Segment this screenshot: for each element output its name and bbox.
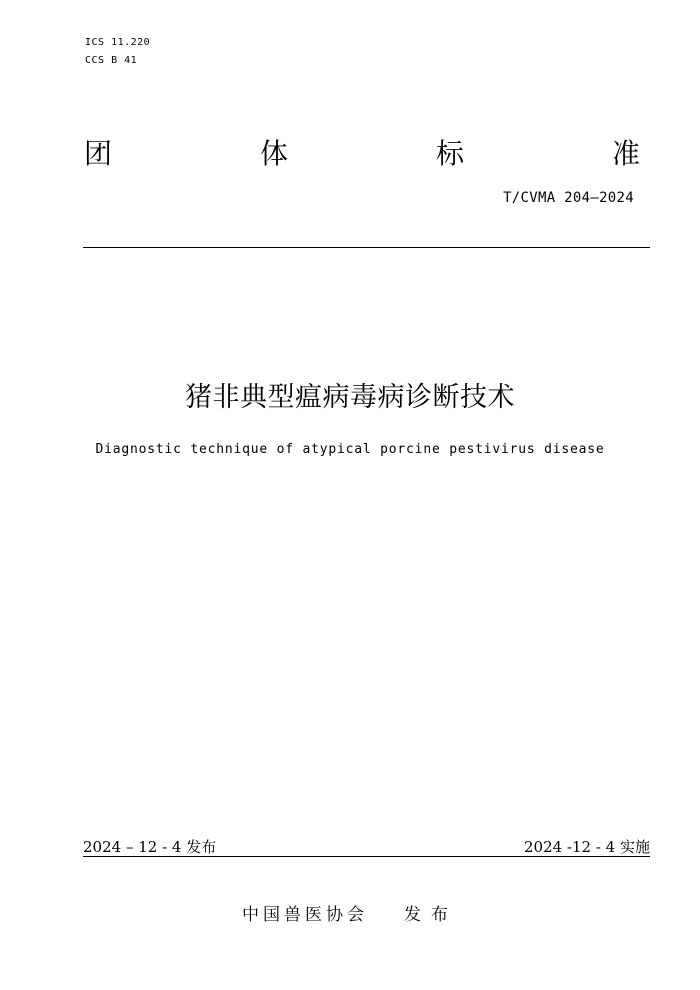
standard-type-heading: [84, 137, 640, 171]
implementation-date: 2024 -12 - 4 实施: [523, 838, 650, 856]
date-row: [83, 838, 650, 856]
standard-type-char-2: 体: [259, 137, 288, 170]
ics-code: ICS 11.220: [85, 37, 151, 48]
publisher-line: [0, 900, 700, 925]
top-divider: [83, 247, 650, 248]
publisher-organization: 中国兽医协会: [242, 905, 368, 925]
standard-type-char-1: 团: [84, 137, 113, 170]
chinese-title: 猪非典型瘟病毒病诊断技术: [185, 382, 515, 413]
standard-code: T/CVMA 204—2024: [503, 190, 634, 206]
release-date: 2024 – 12 - 4 发布: [83, 838, 217, 856]
bottom-divider: [83, 856, 650, 857]
publish-action: 发布: [404, 905, 458, 925]
standard-type-char-3: 标: [435, 137, 464, 170]
standard-type-char-4: 准: [611, 137, 640, 170]
english-title: Diagnostic technique of atypical porcine pestivirus disease: [95, 442, 605, 457]
ccs-code: CCS B 41: [85, 55, 138, 66]
